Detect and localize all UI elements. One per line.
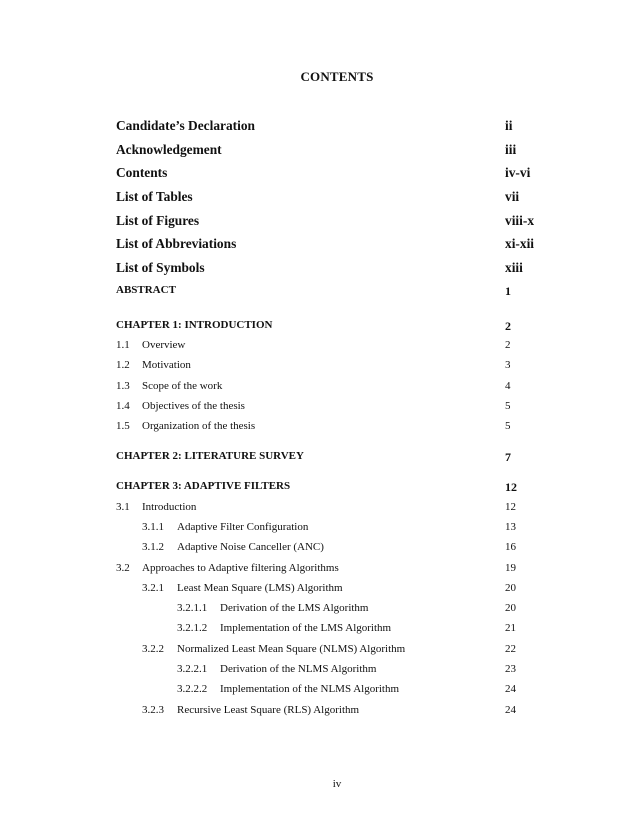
toc-chapter-title: CHAPTER 1: INTRODUCTION [116, 319, 273, 331]
toc-entry-title: List of Figures [116, 213, 200, 228]
toc-section-number: 1.4 [116, 400, 130, 412]
toc-section-title: Approaches to Adaptive filtering Algorithms [142, 562, 339, 574]
toc-section-page: 5 [505, 400, 511, 412]
toc-section-page: 3 [505, 359, 511, 371]
toc-section-page: 22 [505, 643, 516, 655]
page-title: CONTENTS [300, 69, 374, 84]
toc-section-number: 3.2.2.1 [177, 663, 208, 675]
toc-section-title: Adaptive Noise Canceller (ANC) [177, 541, 324, 553]
toc-section-number: 3.1.1 [142, 521, 164, 533]
toc-section-page: 24 [505, 683, 516, 695]
toc-section-number: 3.2.1.2 [177, 622, 208, 634]
toc-entry-title: Contents [116, 165, 168, 180]
toc-section-title: Derivation of the LMS Algorithm [220, 602, 369, 614]
toc-section-title: Recursive Least Square (RLS) Algorithm [177, 704, 360, 716]
toc-section-page: 20 [505, 602, 516, 614]
toc-entry-title: List of Abbreviations [116, 236, 237, 251]
toc-section-number: 1.2 [116, 359, 130, 371]
page-number: iv [332, 778, 342, 790]
toc-chapter-page: 12 [505, 480, 517, 494]
toc-section-title: Organization of the thesis [142, 420, 256, 432]
toc-section-title: Normalized Least Mean Square (NLMS) Algorithm [177, 643, 406, 655]
toc-entry-page: ii [505, 118, 513, 133]
toc-section-number: 3.1.2 [142, 541, 164, 553]
toc-section-page: 12 [505, 501, 516, 513]
toc-entry-page: viii-x [505, 213, 535, 228]
toc-entry-page: 1 [505, 284, 511, 298]
toc-entry-page: xiii [505, 260, 523, 275]
toc-section-title: Scope of the work [142, 380, 223, 392]
toc-section-page: 20 [505, 582, 516, 594]
toc-section-page: 23 [505, 663, 516, 675]
toc-chapter-page: 2 [505, 319, 511, 333]
toc-section-number: 3.2.1 [142, 582, 164, 594]
toc-section-number: 3.2.2.2 [177, 683, 208, 695]
toc-chapter-page: 7 [505, 450, 511, 464]
toc-section-page: 19 [505, 562, 516, 574]
toc-section-page: 16 [505, 541, 516, 553]
toc-entry-title: List of Tables [116, 189, 193, 204]
toc-section-title: Implementation of the LMS Algorithm [220, 622, 392, 634]
toc-section-number: 3.1 [116, 501, 130, 513]
toc-section-number: 3.2.1.1 [177, 602, 208, 614]
toc-entry-title: List of Symbols [116, 260, 205, 275]
toc-entry-page: iv-vi [505, 165, 531, 180]
toc-entry-title: Candidate’s Declaration [116, 118, 255, 133]
toc-section-page: 5 [505, 420, 511, 432]
toc-entry-title: Acknowledgement [116, 142, 222, 157]
toc-section-page: 13 [505, 521, 516, 533]
toc-entry-page: vii [505, 189, 520, 204]
toc-section-title: Objectives of the thesis [142, 400, 245, 412]
toc-section-title: Derivation of the NLMS Algorithm [220, 663, 377, 675]
toc-section-page: 21 [505, 622, 516, 634]
toc-entry-page: iii [505, 142, 517, 157]
toc-section-title: Adaptive Filter Configuration [177, 521, 309, 533]
toc-section-title: Implementation of the NLMS Algorithm [220, 683, 400, 695]
toc-section-page: 2 [505, 339, 511, 351]
toc-section-title: Overview [142, 339, 186, 351]
toc-section-page: 24 [505, 704, 516, 716]
toc-entry-page: xi-xii [505, 236, 535, 251]
toc-section-number: 1.1 [116, 339, 130, 351]
toc-section-number: 3.2.2 [142, 643, 164, 655]
toc-chapter-title: CHAPTER 2: LITERATURE SURVEY [116, 450, 304, 462]
toc-chapter-title: CHAPTER 3: ADAPTIVE FILTERS [116, 480, 291, 492]
toc-section-page: 4 [505, 380, 511, 392]
toc-section-title: Least Mean Square (LMS) Algorithm [177, 582, 343, 594]
toc-section-number: 1.3 [116, 380, 130, 392]
toc-entry-title: ABSTRACT [116, 284, 176, 296]
toc-section-number: 3.2.3 [142, 704, 164, 716]
toc-section-number: 1.5 [116, 420, 130, 432]
toc-section-number: 3.2 [116, 562, 130, 574]
toc-section-title: Motivation [142, 359, 191, 371]
toc-section-title: Introduction [142, 501, 197, 513]
